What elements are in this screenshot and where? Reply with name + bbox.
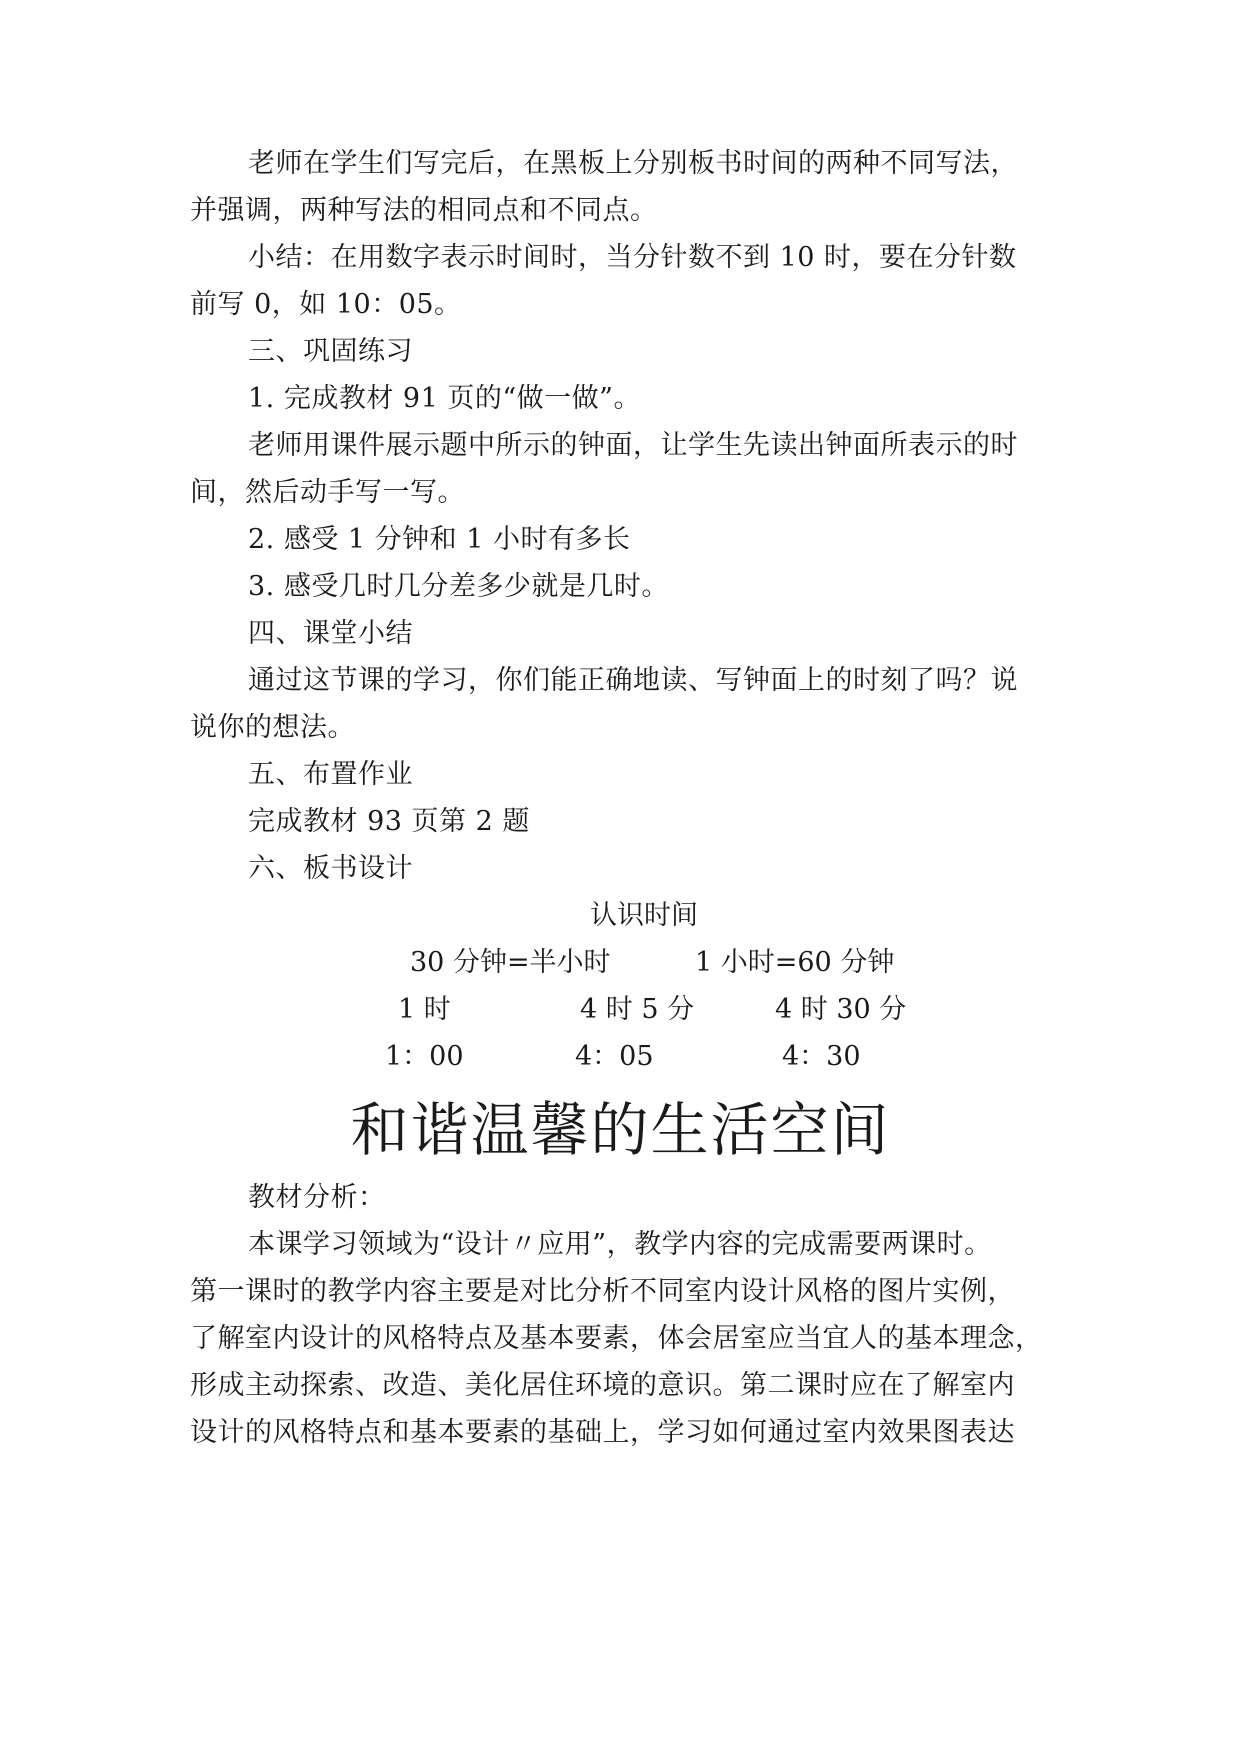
paragraph-line: 本课学习领域为“设计〃应用”，教学内容的完成需要两课时。 xyxy=(248,1229,992,1260)
board-title: 认识时间 xyxy=(590,900,698,931)
section-heading: 六、板书设计 xyxy=(248,853,413,884)
paragraph-line: 形成主动探索、改造、美化居住环境的意识。第二课时应在了解室内 xyxy=(190,1370,1015,1401)
paragraph-line: 间，然后动手写一写。 xyxy=(190,477,465,508)
lesson-title: 和谐温馨的生活空间 xyxy=(350,1096,891,1164)
board-cell: 1：00 xyxy=(385,1041,464,1072)
summary-line: 前写 0，如 10：05。 xyxy=(190,289,462,320)
section-heading: 四、课堂小结 xyxy=(248,618,413,649)
list-item: 2. 感受 1 分钟和 1 小时有多长 xyxy=(248,524,631,555)
paragraph-line: 第一课时的教学内容主要是对比分析不同室内设计风格的图片实例， xyxy=(190,1276,1015,1307)
list-item: 1. 完成教材 91 页的“做一做”。 xyxy=(248,383,641,414)
list-item: 3. 感受几时几分差多少就是几时。 xyxy=(248,571,669,602)
paragraph-line: 了解室内设计的风格特点及基本要素，体会居室应当宜人的基本理念， xyxy=(190,1323,1043,1354)
board-cell: 4：05 xyxy=(575,1041,654,1072)
paragraph-line: 设计的风格特点和基本要素的基础上，学习如何通过室内效果图表达 xyxy=(190,1417,1015,1448)
board-cell: 4 时 30 分 xyxy=(775,994,907,1025)
paragraph-line: 通过这节课的学习，你们能正确地读、写钟面上的时刻了吗？说 xyxy=(248,665,1018,696)
paragraph-line: 完成教材 93 页第 2 题 xyxy=(248,806,530,837)
board-cell: 4：30 xyxy=(782,1041,861,1072)
board-cell: 1 时 xyxy=(398,994,451,1025)
analysis-label: 教材分析： xyxy=(248,1182,386,1213)
paragraph-line: 说你的想法。 xyxy=(190,712,355,743)
section-heading: 三、巩固练习 xyxy=(248,336,413,367)
board-cell: 4 时 5 分 xyxy=(580,994,695,1025)
summary-line: 小结：在用数字表示时间时，当分针数不到 10 时，要在分针数 xyxy=(248,242,1017,273)
paragraph-line: 老师用课件展示题中所示的钟面，让学生先读出钟面所表示的时 xyxy=(248,430,1018,461)
section-heading: 五、布置作业 xyxy=(248,759,413,790)
board-cell: 1 小时=60 分钟 xyxy=(695,947,895,978)
paragraph-line: 并强调，两种写法的相同点和不同点。 xyxy=(190,195,658,226)
board-cell: 30 分钟=半小时 xyxy=(410,947,611,978)
paragraph-line: 老师在学生们写完后，在黑板上分别板书时间的两种不同写法， xyxy=(248,148,1018,179)
